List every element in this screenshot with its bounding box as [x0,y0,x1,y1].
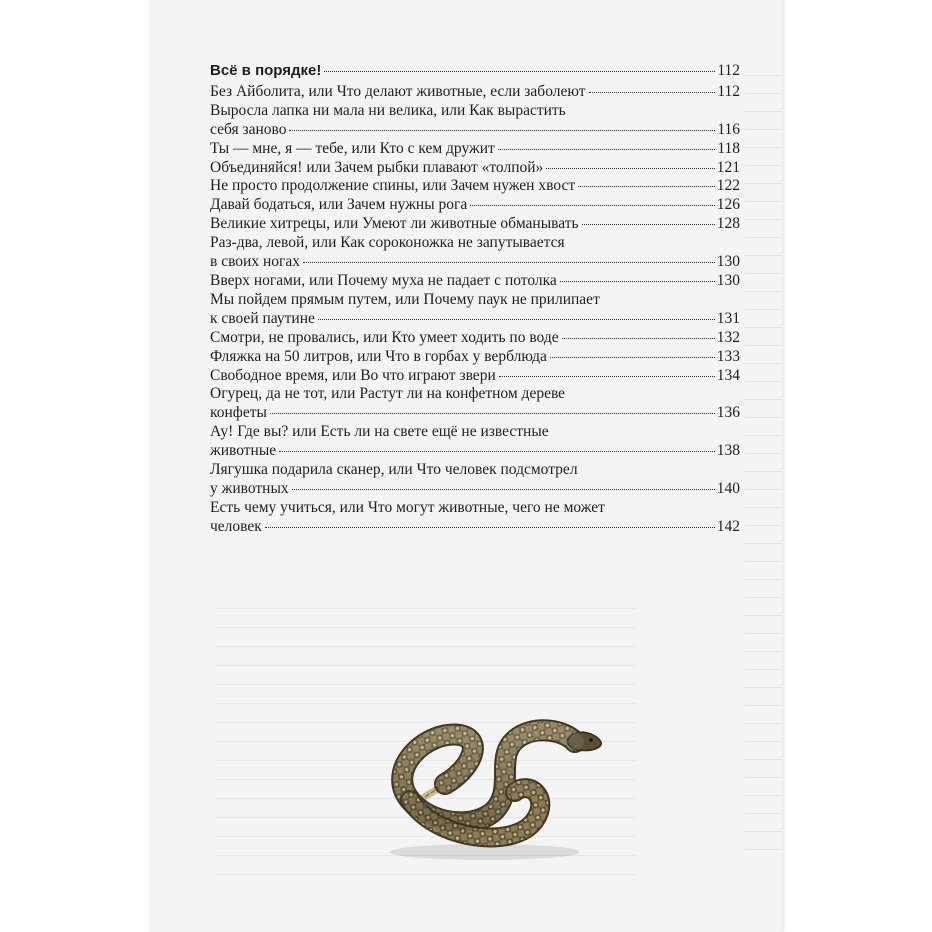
toc-entry[interactable] [210,291,740,329]
table-of-contents [210,62,740,537]
toc-entry[interactable] [210,499,740,537]
dot-leader [265,527,715,528]
toc-entry[interactable] [210,215,740,234]
toc-page-number: 126 [716,196,740,214]
toc-entry[interactable] [210,102,740,140]
toc-page-number: 131 [716,309,740,327]
toc-page-number: 138 [716,442,740,460]
toc-entry-title: Без Айболита, или Что делают животные, если заболеют [210,82,586,100]
toc-entry[interactable] [210,367,740,386]
toc-entry-title: Великие хитрецы, или Умеют ли животные обманывать [210,215,579,233]
toc-entry[interactable] [210,83,740,102]
dot-leader [582,224,715,225]
dot-leader [292,489,715,490]
toc-section-heading[interactable] [210,62,740,81]
toc-entry[interactable] [210,234,740,272]
dot-leader [470,205,715,206]
toc-entries [210,83,740,537]
toc-page-number: 116 [717,120,740,138]
toc-entry-title: у животных [210,479,289,497]
toc-entry[interactable] [210,348,740,367]
toc-entry-title: Мы пойдем прямым путем, или Почему паук не прилипает [210,290,600,308]
dot-leader [578,186,715,187]
toc-entry-title: Лягушка подарила сканер, или Что человек подсмотрел [210,461,578,479]
toc-page-number: 128 [716,215,740,233]
toc-page-number: 136 [716,404,740,422]
toc-entry[interactable] [210,461,740,499]
toc-page-number: 142 [716,517,740,535]
bleed-through-text [745,58,782,878]
toc-entry-title: Вверх ногами, или Почему муха не падает с потолка [210,271,557,289]
toc-entry[interactable] [210,423,740,461]
toc-entry[interactable] [210,272,740,291]
toc-page-number: 133 [716,347,740,365]
toc-page-number: 122 [716,177,740,195]
rattlesnake-illustration [365,680,610,865]
toc-entry-title: Выросла лапка ни мала ни велика, или Как вырастить [210,101,566,119]
toc-entry-title: Ау! Где вы? или Есть ли на свете ещё не известные [210,423,549,441]
toc-page-number: 130 [716,253,740,271]
toc-page-number: 132 [716,328,740,346]
toc-entry[interactable] [210,140,740,159]
toc-entry-title: в своих ногах [210,253,300,271]
toc-entry-title: себя заново [210,120,287,138]
toc-entry-title: Не просто продолжение спины, или Зачем нужен хвост [210,177,576,195]
toc-entry[interactable] [210,329,740,348]
dot-leader [303,262,715,263]
dot-leader [270,413,715,414]
dot-leader [318,319,715,320]
toc-entry-title: Огурец, да не тот, или Растут ли на конфетном дереве [210,385,566,403]
toc-entry-title: Объединяйся! или Зачем рыбки плавают «толпой» [210,158,544,176]
dot-leader [562,338,715,339]
dot-leader [550,357,715,358]
toc-entry-title: Раз-два, левой, или Как сороконожка не запутывается [210,234,565,252]
toc-entry-title: животные [210,442,277,460]
toc-page-number: 112 [717,62,740,79]
toc-entry-title: Смотри, не провались, или Кто умеет ходить по воде [210,328,559,346]
toc-entry-title: Ты — мне, я — тебе, или Кто с кем дружит [210,139,495,157]
toc-entry[interactable] [210,177,740,196]
toc-page-number: 118 [717,139,740,157]
dot-leader [560,281,715,282]
toc-entry-title: человек [210,517,262,535]
dot-leader [289,130,715,131]
toc-page-number: 130 [716,271,740,289]
dot-leader [499,376,715,377]
toc-entry-title: Свободное время, или Во что играют звери [210,366,496,384]
toc-entry-title: Фляжка на 50 литров, или Что в горбах у верблюда [210,347,547,365]
toc-section-title: Всё в порядке! [210,62,322,79]
toc-entry[interactable] [210,385,740,423]
toc-page-number: 140 [716,479,740,497]
toc-page-number: 121 [716,158,740,176]
toc-page-number: 134 [716,366,740,384]
toc-entry-title: к своей паутине [210,309,315,327]
dot-leader [498,149,716,150]
toc-page-number: 112 [717,82,740,100]
dot-leader [546,168,714,169]
dot-leader [279,451,715,452]
dot-leader [324,71,715,72]
toc-entry[interactable] [210,159,740,178]
toc-entry-title: Давай бодаться, или Зачем нужны рога [210,196,468,214]
toc-entry[interactable] [210,196,740,215]
toc-entry-title: Есть чему учиться, или Что могут животные, чего не может [210,498,605,516]
dot-leader [589,92,716,93]
toc-entry-title: конфеты [210,404,267,422]
